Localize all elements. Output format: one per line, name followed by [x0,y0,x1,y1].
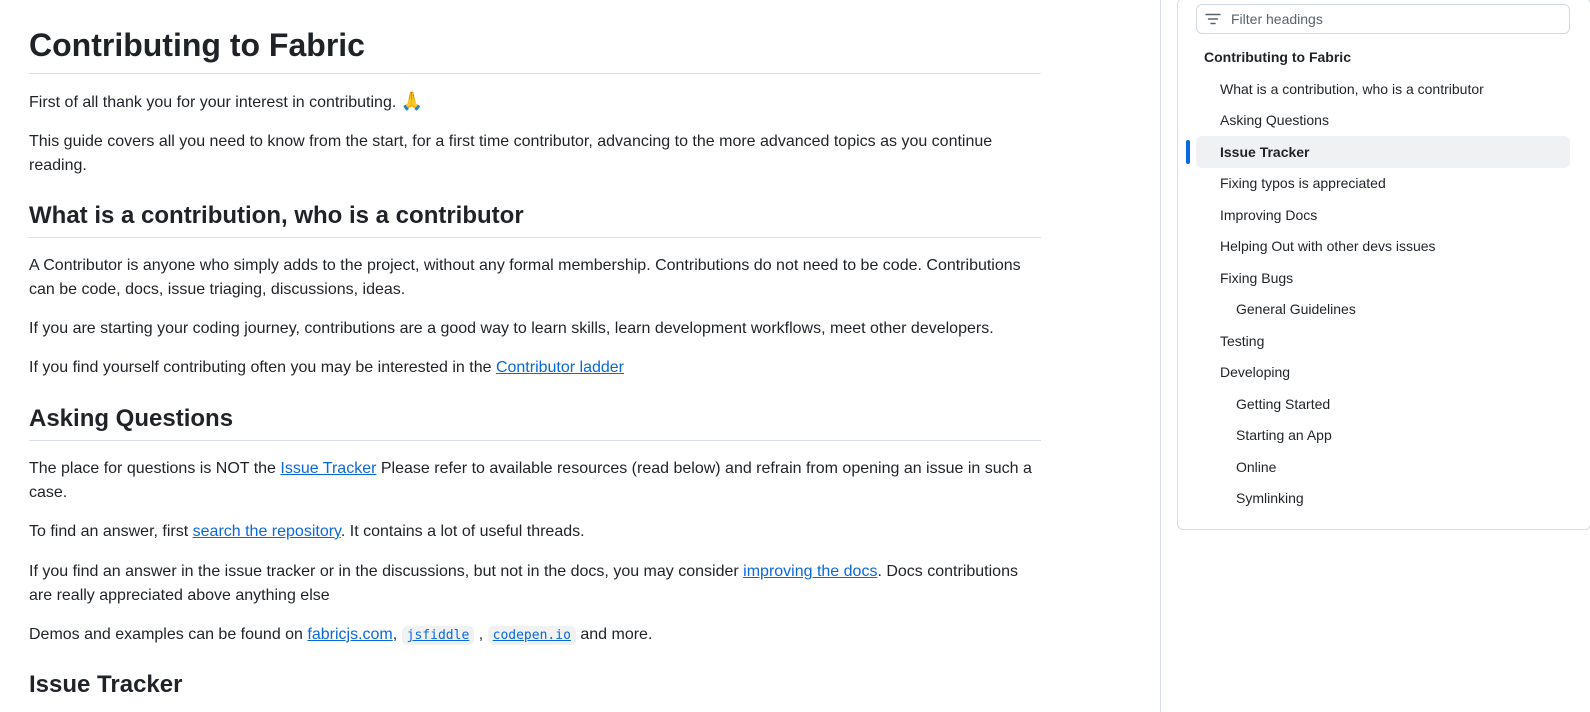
toc-item[interactable]: Fixing Bugs [1220,269,1294,286]
search-paragraph: To find an answer, first search the repository. It contains a lot of useful threads. [29,523,585,540]
table-of-contents [1177,0,1590,530]
filter-icon [1205,11,1221,27]
toc-item[interactable]: Symlinking [1236,490,1304,506]
toc-item[interactable]: Helping Out with other devs issues [1220,238,1436,254]
issue-tracker-link[interactable]: Issue Tracker [280,460,377,477]
heading-divider [29,440,1041,441]
toc-item[interactable]: Starting an App [1236,427,1332,443]
guide-paragraph: This guide covers all you need to know from the start, for a first time contributor, advancing to the more advanced topics as you continue reading. [29,133,993,174]
heading-issue-tracker: Issue Tracker [29,671,183,698]
toc-item[interactable]: Asking Questions [1220,112,1329,128]
ladder-paragraph: If you find yourself contributing often you may be interested in the Contributor ladder [29,359,625,376]
folded-hands-emoji: 🙏 [400,91,424,112]
toc-item[interactable]: What is a contribution, who is a contributor [1220,80,1484,97]
questions-paragraph: The place for questions is NOT the Issue Tracker Please refer to available resources (read below) and refrain from opening an issue in such a case. [29,460,1032,501]
toc-item[interactable]: Getting Started [1236,395,1331,412]
heading-asking-questions: Asking Questions [29,405,234,432]
toc-item[interactable]: Testing [1220,332,1265,349]
title-divider [29,73,1041,74]
page-title: Contributing to Fabric [29,27,365,63]
contributor-paragraph: A Contributor is anyone who simply adds to the project, without any formal membership. Contributions do not need to be code. Contributions can be code, docs, issue triaging, discussions, ideas. [29,257,1021,298]
toc-item[interactable]: Fixing typos is appreciated [1220,175,1386,191]
contributor-ladder-link[interactable]: Contributor ladder [495,359,625,376]
toc-item[interactable]: Issue Tracker [1196,136,1570,168]
improving-docs-link[interactable]: improving the docs [743,563,878,580]
fabricjs-link[interactable]: fabricjs.com [307,626,393,643]
toc-item[interactable]: Improving Docs [1220,206,1318,223]
search-repository-link[interactable]: search the repository [192,523,341,540]
toc-item[interactable]: Contributing to Fabric [1204,49,1351,65]
docs-paragraph: If you find an answer in the issue tracker or in the discussions, but not in the docs, you may consider improving the docs. Docs contributions are really appreciated above anything else [29,563,1018,604]
filter-box [1196,4,1570,34]
jsfiddle-link[interactable]: jsfiddle [402,626,475,643]
heading-divider [29,237,1041,238]
heading-contribution: What is a contribution, who is a contributor [29,202,524,229]
filter-headings-input[interactable] [1229,10,1563,28]
codepen-link[interactable]: codepen.io [488,626,576,643]
content-divider [1160,0,1161,712]
coding-journey-paragraph: If you are starting your coding journey, contributions are a good way to learn skills, learn development workflows, meet other developers. [29,320,994,337]
toc-item[interactable]: Developing [1220,364,1291,380]
demos-paragraph: Demos and examples can be found on fabricjs.com, jsfiddle , codepen.io and more. [29,626,653,643]
intro-paragraph: First of all thank you for your interest in contributing. 🙏 [29,91,424,112]
toc-item[interactable]: Online [1236,458,1277,475]
toc-item[interactable]: General Guidelines [1236,301,1356,317]
